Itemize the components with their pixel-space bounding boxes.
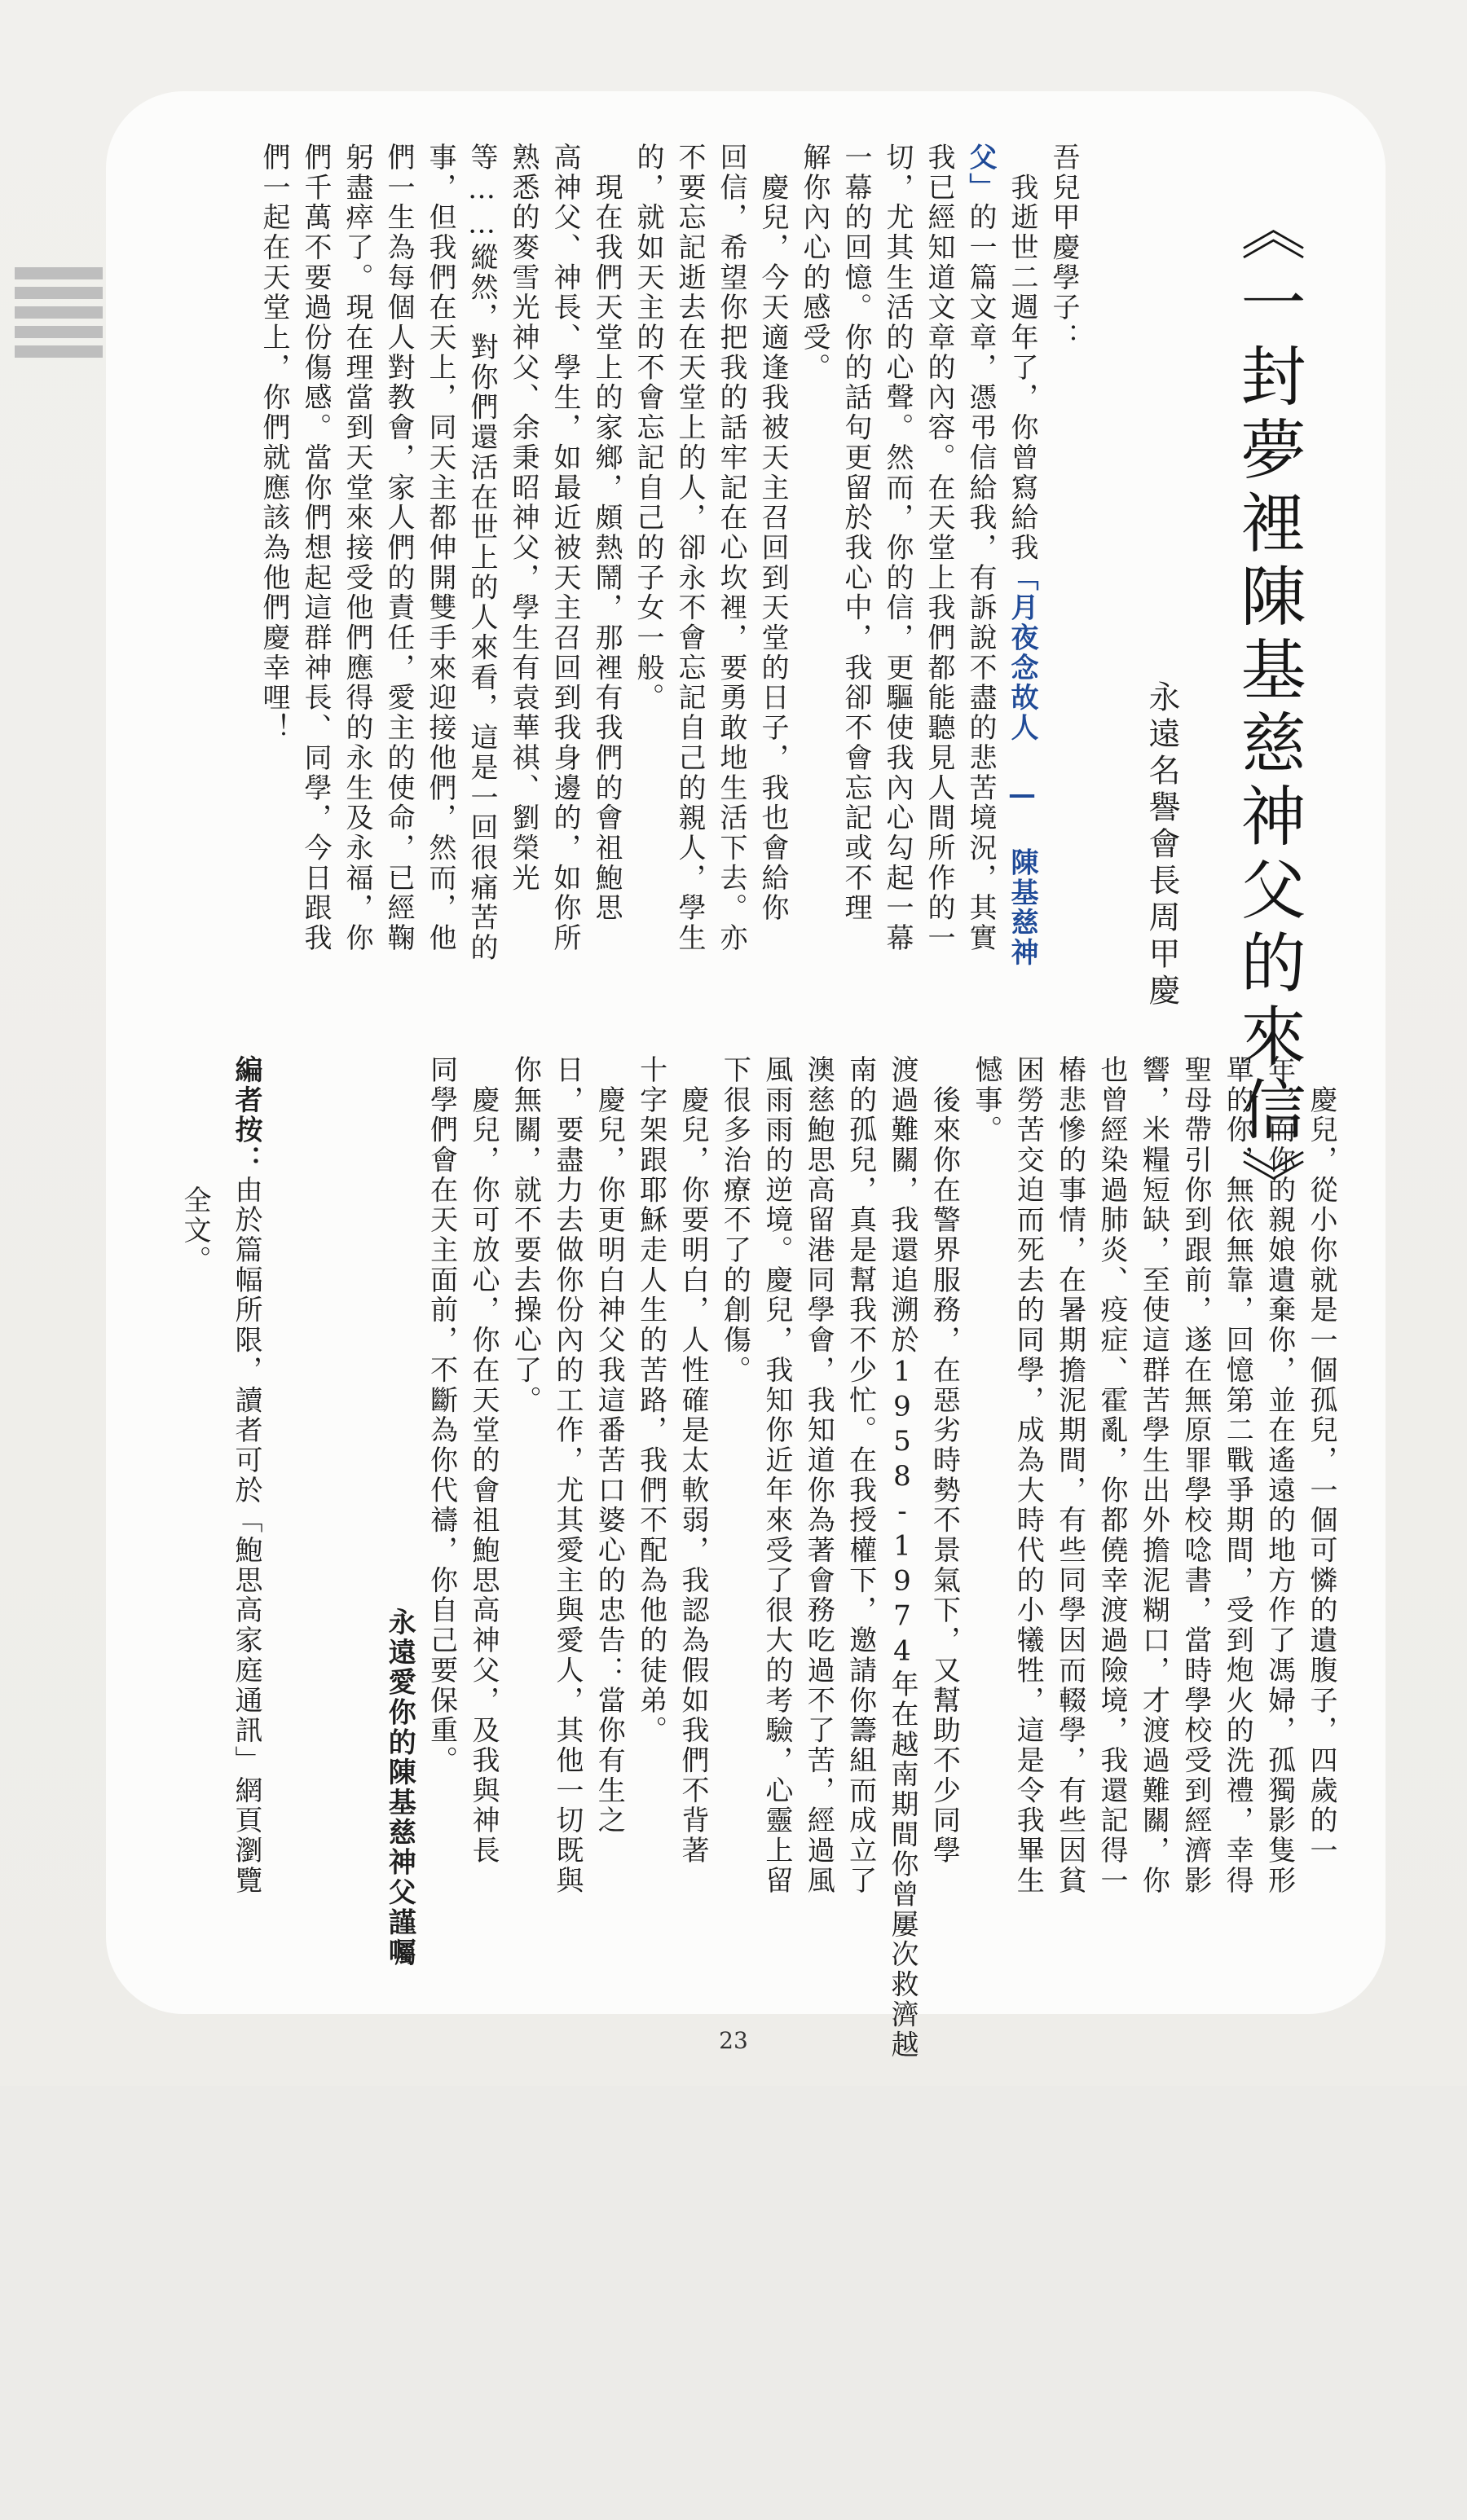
decorative-stripes — [15, 267, 103, 365]
column-text: 解你內心的感受。 — [798, 143, 830, 383]
text-column — [383, 1607, 416, 2520]
column-text: 澳慈鮑思高留港同學會，我知道你為著會務吃過不了苦，經過風 — [802, 1055, 835, 1896]
text-column — [844, 1055, 877, 1968]
column-text: 躬盡瘁了。現在理當到天堂來接受他們應得的永生及永福，你 — [341, 143, 373, 953]
highlighted-title: 「月夜念故人 — 陳基慈神 — [1006, 562, 1038, 968]
column-text: 事，但我們在天上，同天主都伸開雙手來迎接他們，然而，他 — [424, 143, 456, 953]
column-text: 後來你在警界服務，在惡劣時勢不景氣下，又幫助不少同學 — [927, 1055, 961, 1866]
column-text: 我已經知道文章的內容。在天堂上我們都能聽見人間所作的一 — [923, 143, 955, 953]
column-text: 十字架跟耶穌走人生的苦路，我們不配為他的徒弟。 — [634, 1055, 667, 1746]
text-column — [756, 143, 789, 1023]
text-column — [925, 143, 953, 1023]
text-column — [717, 143, 745, 1023]
column-text: 樁悲慘的事情，在暑期擔泥期間，有些同學因而輟學，有些因貧 — [1053, 1055, 1086, 1896]
text-column — [634, 143, 662, 1023]
text-column — [881, 143, 914, 1023]
column-text: 高神父、神長、學生，如最近被天主召回到我身邊的，如你所 — [548, 143, 581, 953]
text-column — [760, 1055, 793, 1968]
column-text: 等……縱然，對你們還活在世上的人來看，這是一回很痛苦的 — [465, 143, 498, 963]
text-column — [1307, 1055, 1335, 1968]
text-column — [1262, 1055, 1296, 1968]
text-column — [1221, 1055, 1254, 1968]
column-text: 慶兒，今天適逢我被天主召回到天堂的日子，我也會給你 — [756, 143, 789, 924]
column-text: 回信，希望你把我的話牢記在心坎裡，要勇敢地生活下去。亦 — [715, 143, 747, 953]
column-text: 們千萬不要過份傷感。當你們想起這群神長、同學，今日跟我 — [299, 143, 332, 953]
column-text: 風雨雨的逆境。慶兒，我知你近年來受了很大的考驗，心靈上留 — [760, 1055, 793, 1896]
text-column — [425, 1055, 458, 1968]
signature: 永遠愛你的陳基慈神父謹囑 — [383, 1607, 416, 1968]
text-column — [382, 143, 415, 1023]
text-column — [1095, 1055, 1128, 1968]
editor-note-continued: 全文。 — [178, 1185, 211, 1276]
column-text: 慶兒，你要明白，人性確是太軟弱，我認為假如我們不背著 — [676, 1055, 709, 1866]
column-text: 的一篇文章，憑弔信給我，有訴說不盡的悲苦境況，其實 — [964, 202, 997, 953]
text-column — [1011, 1055, 1045, 1968]
column-text: 慶兒，你更明白神父我這番苦口婆心的忠告：當你有生之 — [593, 1055, 626, 1836]
column-text: 現在我們天堂上的家鄉，頗熱鬧，那裡有我們的會祖鮑思 — [590, 143, 623, 924]
editor-note — [232, 1055, 260, 1968]
text-column — [1008, 143, 1036, 1023]
column-text: 憾事。 — [969, 1055, 1002, 1146]
text-column — [548, 143, 581, 1023]
column-text: 一幕的回憶。你的話句更留於我心中，我卻不會忘記或不理 — [839, 143, 872, 924]
text-column — [673, 143, 706, 1023]
column-text: 日，要盡力去做你份內的工作，尤其愛主與愛人，其他一切既與 — [550, 1055, 584, 1896]
column-text: 熟悉的麥雪光神父、余秉昭神父，學生有袁華祺、劉榮光 — [507, 143, 540, 894]
column-text: 也曾經染過肺炎、疫症、霍亂，你都僥幸渡過險境，我還記得一 — [1095, 1055, 1128, 1896]
column-text: 我逝世二週年了，你曾寫給我 — [1006, 143, 1038, 563]
text-column — [1053, 1055, 1086, 1968]
column-text: 渡過難關，我還追溯於1958-1974年在越南期間你曾屢次救濟越 — [886, 1055, 919, 2060]
text-column — [593, 1055, 626, 1968]
text-column — [964, 143, 997, 1023]
text-column — [886, 1055, 919, 2060]
text-column — [299, 143, 332, 1023]
column-text: 們一生為每個人對教會，家人們的責任，愛主的使命，已經鞠 — [382, 143, 415, 953]
editor-note-text: 由於篇幅所限，讀者可於「鮑思高家庭通訊」網頁瀏覽 — [230, 1175, 262, 1896]
text-column — [590, 143, 623, 1023]
column-text: 同學們會在天主面前，不斷為你代禱，你自己要保重。 — [425, 1055, 458, 1776]
text-column — [426, 143, 454, 1023]
text-column — [507, 143, 540, 1023]
text-column — [927, 1055, 961, 1968]
column-text: 單的你，無依無靠，回憶第二戰爭期間，受到炮火的洗禮，幸得 — [1221, 1055, 1254, 1896]
editor-note-label: 編者按： — [230, 1055, 262, 1176]
text-column — [465, 143, 498, 1023]
column-text: 聖母帶引你到跟前，遂在無原罪學校唸書，當時學校受到經濟影 — [1178, 1055, 1212, 1896]
text-column — [1178, 1055, 1212, 1968]
column-text: 困勞苦交迫而死去的同學，成為大時代的小犧牲，這是令我畢生 — [1011, 1055, 1045, 1896]
column-text: 南的孤兒，真是幫我不少忙。在我授權下，邀請你籌組而成立了 — [844, 1055, 877, 1896]
text-column — [1137, 1055, 1170, 1968]
column-text: 慶兒，從小你就是一個孤兒，一個可憐的遺腹子，四歲的一 — [1305, 1055, 1337, 1866]
text-column — [260, 143, 288, 1023]
text-column — [969, 1055, 1002, 1968]
column-text: 年，而你的親娘遺棄你，並在遙遠的地方作了馮婦，孤獨影隻形 — [1262, 1055, 1296, 1896]
article-author: 永遠名譽會長周甲慶 — [1143, 680, 1180, 1010]
text-column — [718, 1055, 751, 1968]
column-text: 你無關，就不要去操心了。 — [509, 1055, 542, 1416]
column-text: 慶兒，你可放心，你在天堂的會祖鮑思高神父，及我與神長 — [467, 1055, 500, 1866]
text-column — [550, 1055, 584, 1968]
text-column — [800, 143, 828, 1023]
page-number: 23 — [719, 2027, 748, 2054]
column-text: 響，米糧短缺，至使這群苦學生出外擔泥糊口，才渡過難關，你 — [1137, 1055, 1170, 1896]
text-column — [1047, 143, 1080, 1023]
text-column — [802, 1055, 835, 1968]
column-text: 們一起在天堂上，你們就應該為他們慶幸哩！ — [258, 143, 290, 743]
article-title: 《一封夢裡陳基慈神父的來信》 — [1230, 196, 1306, 1222]
column-text: 切，尤其生活的心聲。然而，你的信，更驅使我內心勾起一幕 — [881, 143, 914, 953]
highlighted-title: 父」 — [964, 143, 997, 203]
column-text: 下很多治療不了的創傷。 — [718, 1055, 751, 1386]
text-column — [839, 143, 872, 1023]
column-text: 吾兒甲慶學子： — [1047, 143, 1080, 353]
text-column — [467, 1055, 500, 1968]
column-text: 不要忘記逝去在天堂上的人，卻永不會忘記自己的親人，學生 — [673, 143, 706, 953]
text-column — [509, 1055, 542, 1968]
text-column — [634, 1055, 667, 1968]
text-column — [676, 1055, 709, 1968]
text-column — [343, 143, 371, 1023]
column-text: 的，就如天主的不會忘記自己的子女一般。 — [632, 143, 664, 714]
